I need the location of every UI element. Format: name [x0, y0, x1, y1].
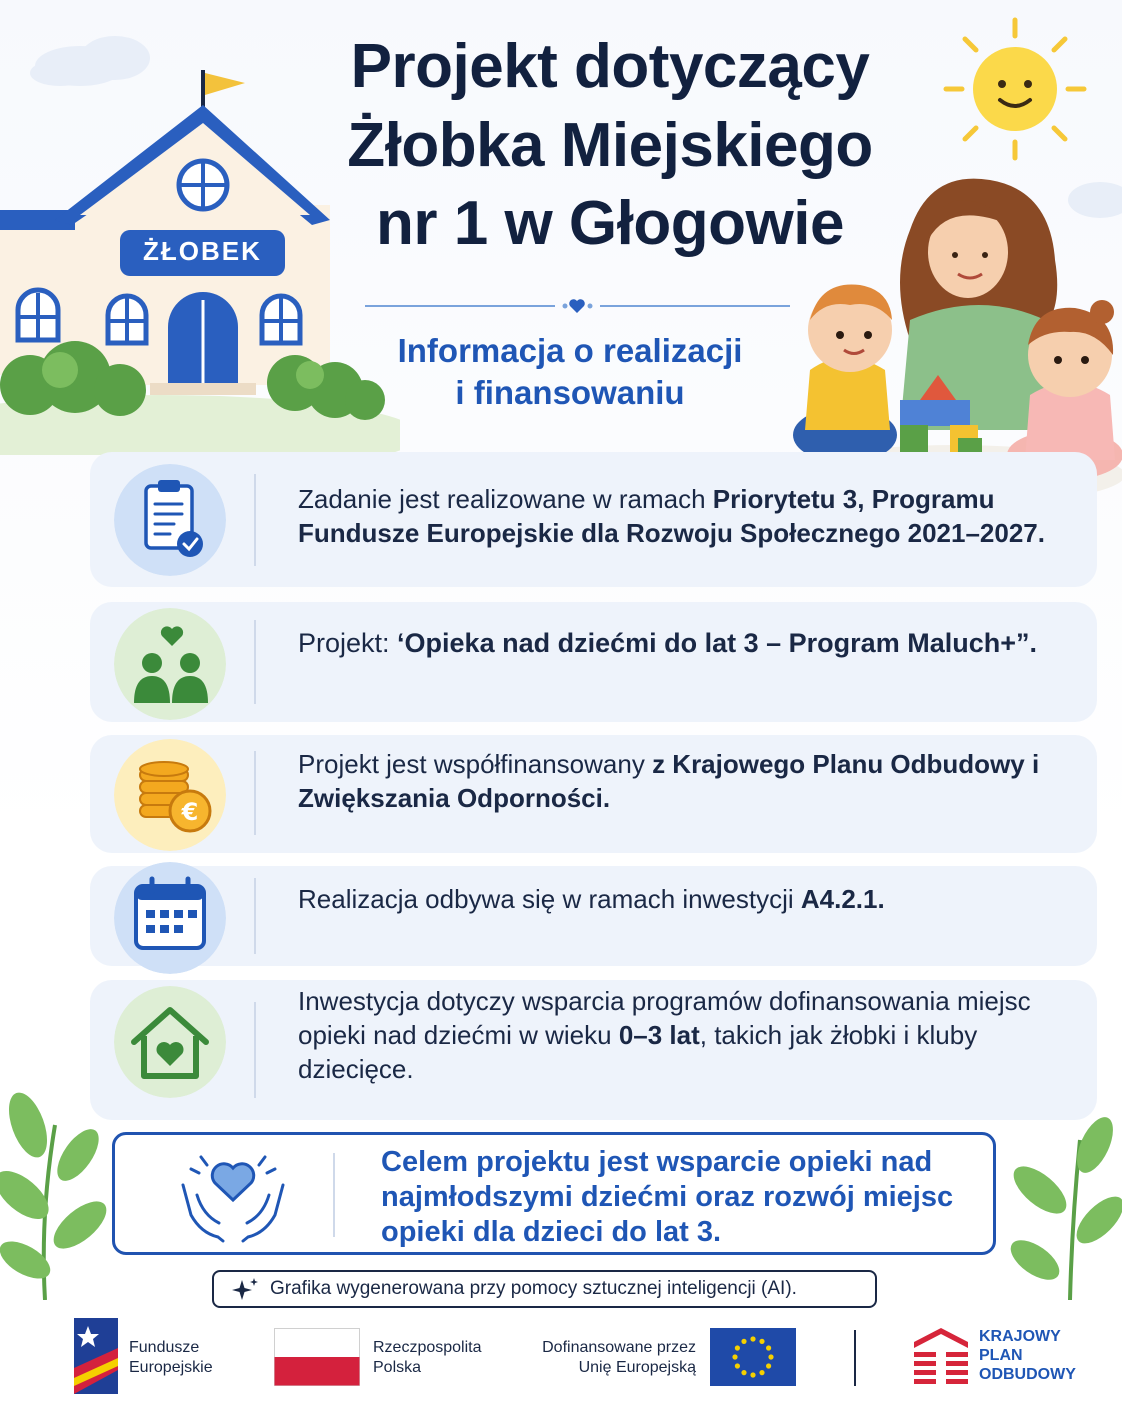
- eu-label: [500, 1338, 696, 1378]
- eu-star: [735, 1363, 740, 1368]
- footer-logos: [0, 1310, 1122, 1402]
- card-text-segment: A4.2.1.: [800, 884, 885, 914]
- subtitle-line: Informacja o realizacji: [397, 332, 743, 369]
- eu-star: [741, 1339, 746, 1344]
- coins-euro-icon: [114, 739, 226, 851]
- info-card-investment: [90, 866, 1097, 966]
- sparkle-icon: [232, 1278, 260, 1302]
- kpo-label-line: PLAN: [979, 1347, 1023, 1364]
- ai-disclaimer: [212, 1270, 877, 1308]
- eu-star: [766, 1345, 771, 1350]
- card-text: [298, 882, 1067, 916]
- svg-text:€: €: [181, 798, 199, 826]
- kpo-label-line: ODBUDOWY: [979, 1366, 1076, 1383]
- card-text-segment: Zadanie jest realizowane w ramach: [298, 484, 713, 514]
- eu-star: [759, 1370, 764, 1375]
- plant-left-icon: [0, 1085, 115, 1300]
- card-text-segment: Projekt:: [298, 628, 398, 658]
- page-subtitle: [330, 330, 810, 414]
- title-line: Żłobka Miejskiego: [347, 110, 873, 180]
- rp-label-line: Polska: [373, 1359, 422, 1376]
- card-text-segment: 0–3 lat: [618, 1020, 700, 1050]
- eu-star: [750, 1372, 755, 1377]
- eu-flag-icon: [710, 1328, 796, 1386]
- footer-divider: [854, 1330, 856, 1386]
- card-text-segment: Priorytetu 3, Programu Fundusze Europejskie dla Rozwoju Społecznego 2021–2027.: [298, 484, 1045, 548]
- card-text: [298, 626, 1067, 660]
- card-text: [298, 482, 1067, 550]
- kpo-label: [979, 1327, 1076, 1384]
- eu-star: [768, 1354, 773, 1359]
- fundusze-europejskie-logo: [74, 1318, 118, 1394]
- subtitle-line: i finansowaniu: [455, 373, 685, 411]
- project-goal-box: [112, 1132, 996, 1255]
- poland-flag-icon: [274, 1328, 360, 1386]
- project-goal-text: Celem projektu jest wsparcie opieki nad najmłodszymi dziećmi oraz rozwój miejsc opieki dla dzieci do lat 3.: [381, 1146, 954, 1248]
- card-text-segment: ‘Opieka nad dziećmi do lat 3 – Program Maluch+”.: [397, 628, 1037, 658]
- kpo-logo-icon: [914, 1328, 968, 1384]
- eu-star: [750, 1336, 755, 1341]
- kpo-label-line: KRAJOWY: [979, 1328, 1061, 1345]
- heart-divider: [365, 296, 790, 316]
- eu-star: [766, 1363, 771, 1368]
- title-line: Projekt dotyczący: [350, 32, 870, 101]
- hands-heart-icon: [173, 1145, 293, 1245]
- info-card-cofinancing: [90, 735, 1097, 853]
- ai-disclaimer-text: Grafika wygenerowana przy pomocy sztucznej inteligencji (AI).: [270, 1278, 797, 1299]
- rp-label-line: Rzeczpospolita: [373, 1339, 482, 1356]
- info-card-project: [90, 602, 1097, 722]
- info-card-childcare: [90, 980, 1097, 1120]
- house-heart-icon: [114, 986, 226, 1098]
- building-sign-label: ŻŁOBEK: [143, 236, 262, 266]
- card-text-segment: Projekt jest współfinansowany: [298, 749, 653, 779]
- eu-label-line: Dofinansowane przez: [542, 1339, 696, 1356]
- card-text: [298, 747, 1067, 815]
- plant-right-icon: [1000, 1110, 1122, 1300]
- eu-star: [732, 1354, 737, 1359]
- people-heart-icon: [114, 608, 226, 720]
- eu-star: [735, 1345, 740, 1350]
- fe-label-line: Fundusze: [129, 1339, 200, 1356]
- fe-label: [129, 1338, 213, 1378]
- card-text-segment: , takich jak żłobki i kluby dziecięce.: [298, 1020, 978, 1084]
- eu-label-line: Unię Europejską: [578, 1359, 696, 1376]
- clipboard-check-icon: [114, 464, 226, 576]
- title-line: nr 1 w Głogowie: [376, 189, 844, 259]
- card-text: [298, 984, 1067, 1086]
- card-text-segment: Realizacja odbywa się w ramach inwestycji: [298, 884, 801, 914]
- fe-label-line: Europejskie: [129, 1359, 213, 1376]
- eu-star: [759, 1339, 764, 1344]
- calendar-icon: [114, 862, 226, 974]
- card-text-segment: Inwestycja dotyczy wsparcia programów dofinansowania miejsc opieki nad dziećmi w wieku: [298, 986, 1031, 1050]
- card-text-segment: z Krajowego Planu Odbudowy i Zwiększania Odporności.: [298, 749, 1040, 813]
- eu-star: [741, 1370, 746, 1375]
- info-card-priority: [90, 452, 1097, 587]
- rp-label: [373, 1338, 482, 1378]
